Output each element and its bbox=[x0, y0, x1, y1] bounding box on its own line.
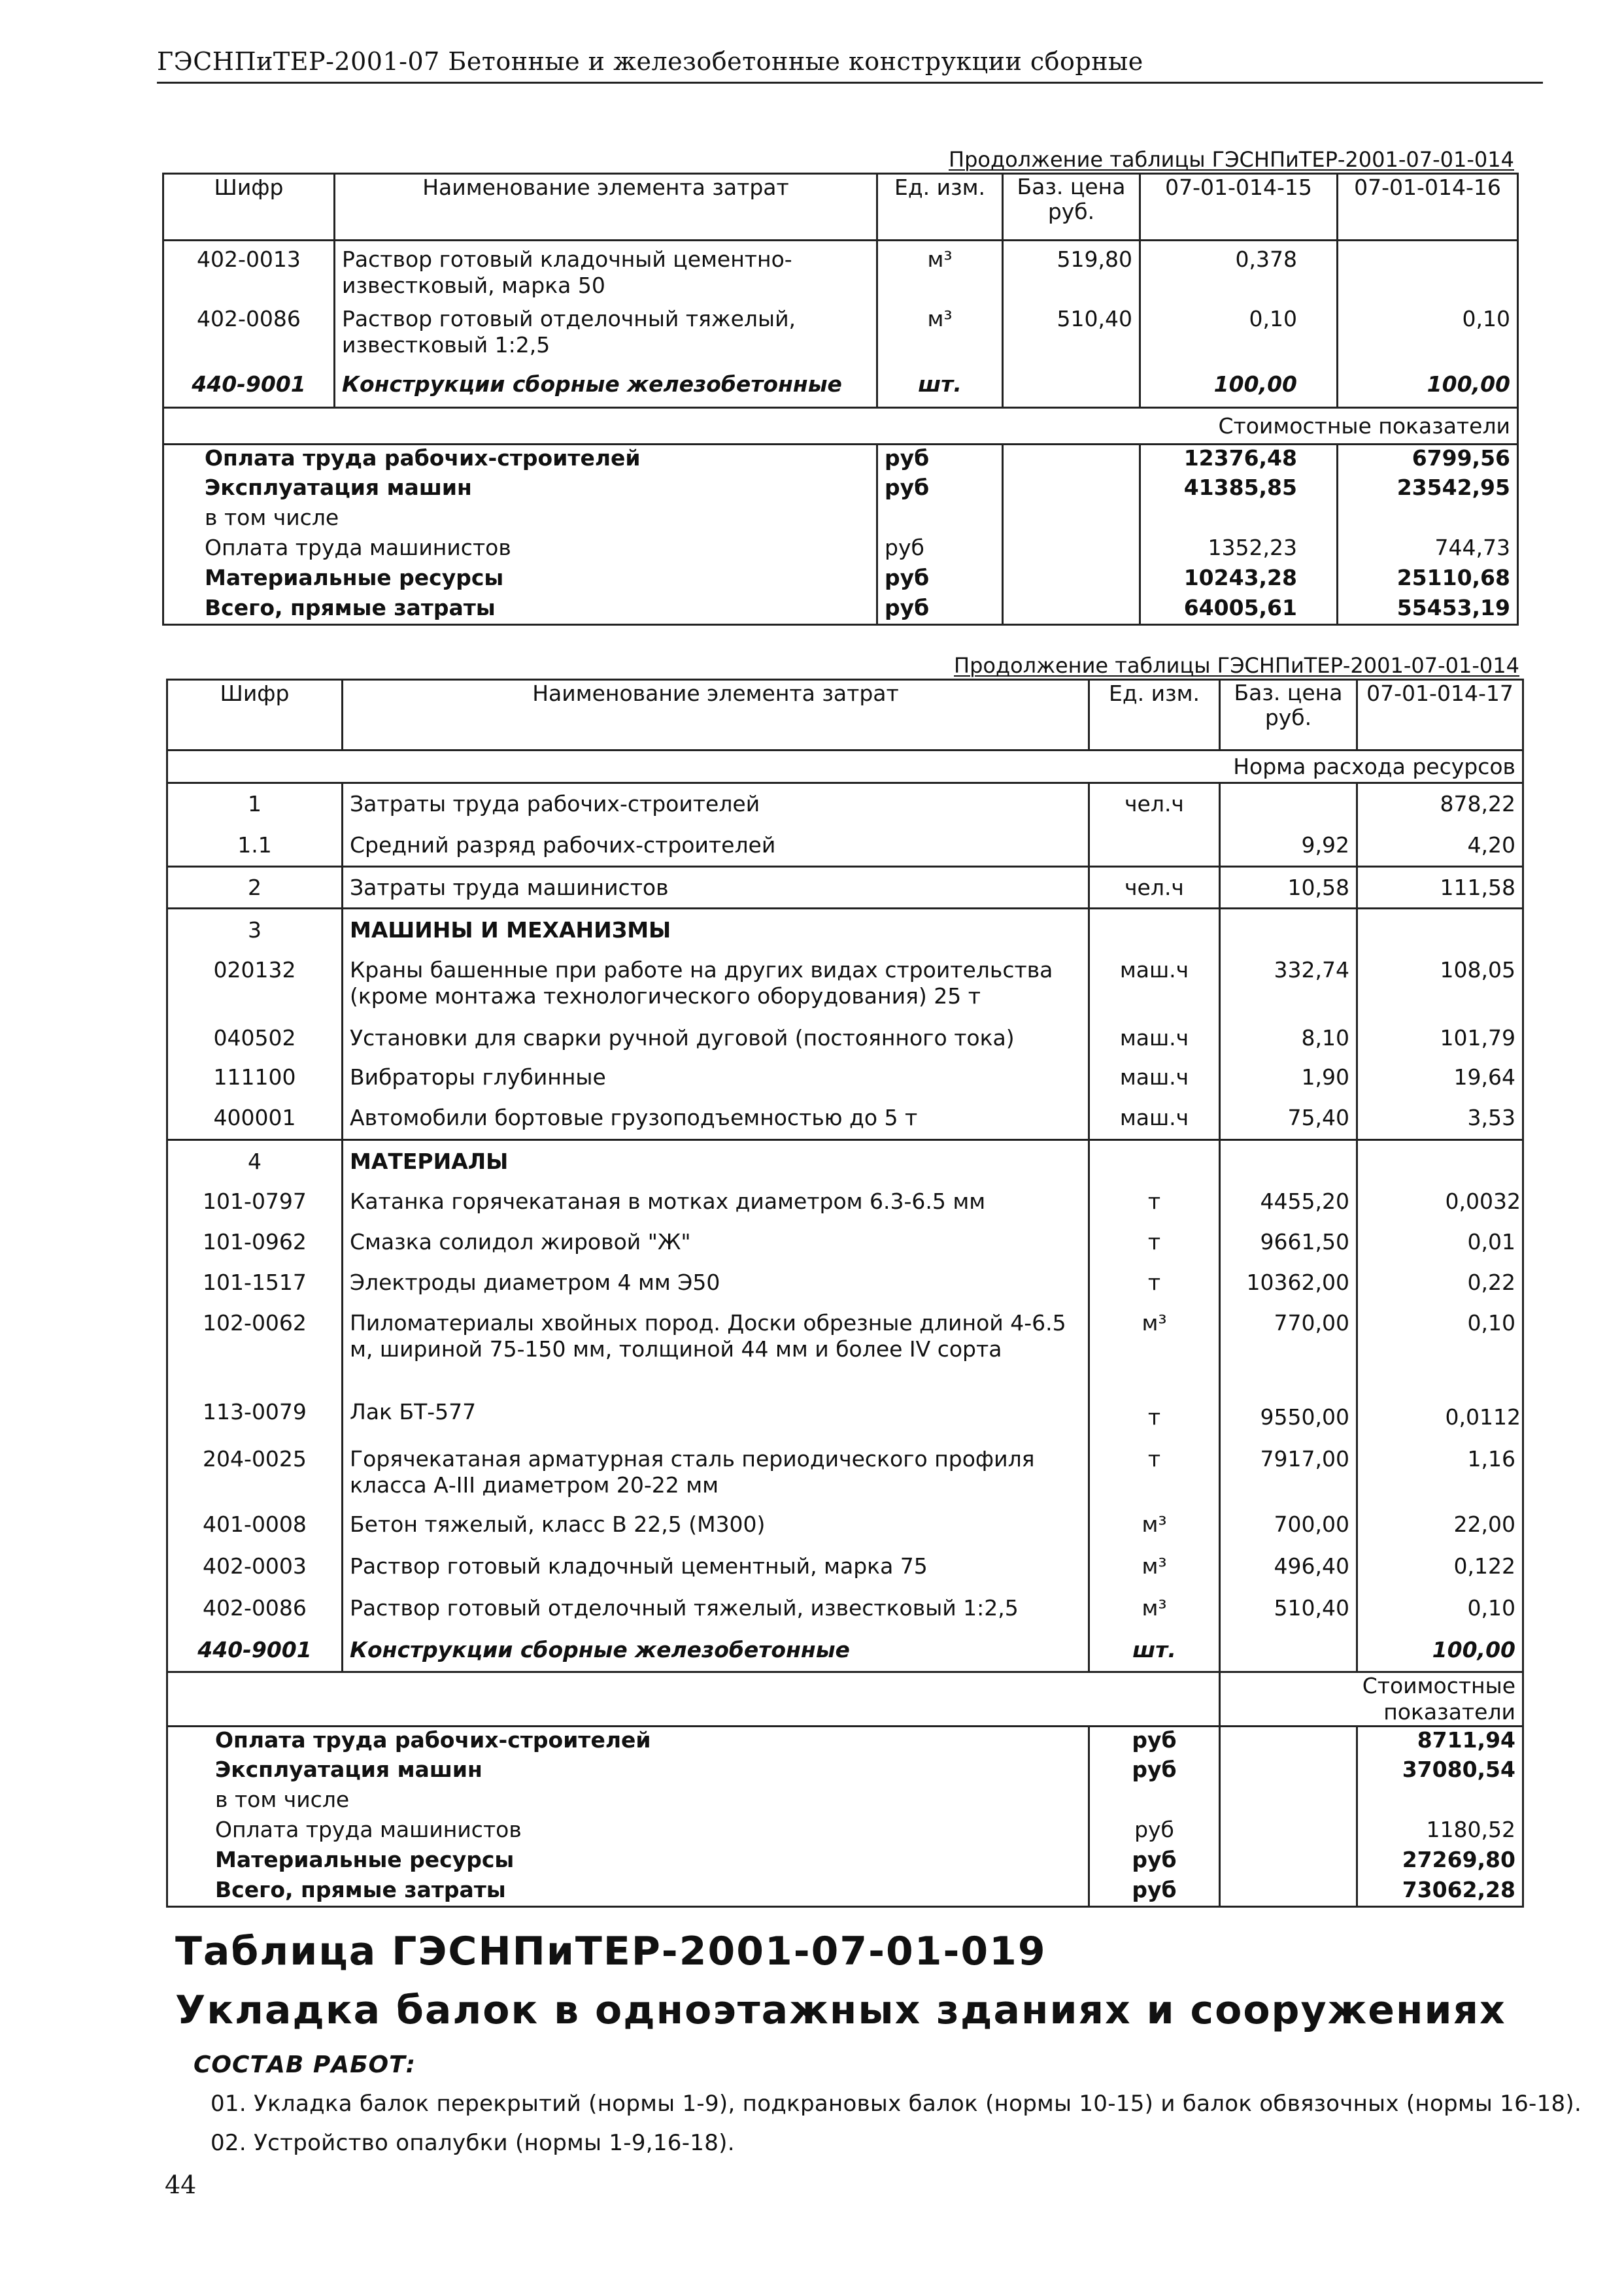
cost-row: Эксплуатация машин руб 37080,54 bbox=[167, 1757, 1523, 1787]
table-row: 440-9001 Конструкции сборные железобетонные шт. 100,00 100,00 bbox=[163, 371, 1518, 408]
table-row: 402-0086 Раствор готовый отделочный тяжелый, известковый 1:2,5 м³ 510,40 0,10 bbox=[167, 1590, 1523, 1632]
table-row: 440-9001 Конструкции сборные железобетонные шт. 100,00 bbox=[167, 1632, 1523, 1672]
cost-row: Оплата труда машинистов руб 1180,52 bbox=[167, 1817, 1523, 1847]
col-header-unit: Ед. изм. bbox=[1089, 680, 1220, 751]
col-header-code: Шифр bbox=[167, 680, 343, 751]
table-row: 402-0003 Раствор готовый кладочный цементный, марка 75 м³ 496,40 0,122 bbox=[167, 1548, 1523, 1590]
table-row: 020132 Краны башенные при работе на других видах строительства (кроме монтажа технологического оборудования) 25 т маш.ч 332,74 108,05 bbox=[167, 949, 1523, 1017]
table-row: 101-0797 Катанка горячекатаная в мотках диаметром 6.3-6.5 мм т 4455,20 0,0032 bbox=[167, 1181, 1523, 1221]
table-row: 4 МАТЕРИАЛЫ bbox=[167, 1140, 1523, 1181]
table-row: 102-0062 Пиломатериалы хвойных пород. Доски обрезные длиной 4-6.5 м, шириной 75-150 мм, толщиной 44 мм и более IV сорта м³ 770,00 0,10 bbox=[167, 1302, 1523, 1396]
cost-row: Всего, прямые затраты руб 73062,28 bbox=[167, 1877, 1523, 1907]
table2 bbox=[166, 679, 1524, 1908]
col-header-norm-15: 07-01-014-15 bbox=[1140, 174, 1338, 241]
col-header-code: Шифр bbox=[163, 174, 335, 241]
col-header-unit: Ед. изм. bbox=[877, 174, 1003, 241]
col-header-price: Баз. цена руб. bbox=[1003, 174, 1140, 241]
col-header-name: Наименование элемента затрат bbox=[343, 680, 1089, 751]
cost-row: в том числе bbox=[163, 505, 1518, 535]
table-row: 402-0086 Раствор готовый отделочный тяжелый, известковый 1:2,5 м³ 510,40 0,10 0,10 bbox=[163, 306, 1518, 371]
cost-row: в том числе bbox=[167, 1787, 1523, 1817]
table2-header-row bbox=[167, 680, 1523, 751]
col-header-name: Наименование элемента затрат bbox=[335, 174, 877, 241]
table2-cost-section-row: Стоимостные показатели bbox=[167, 1672, 1523, 1727]
table2-caption: Продолжение таблицы ГЭСНПиТЕР-2001-07-01-014 bbox=[954, 653, 1519, 678]
table-row: 1.1 Средний разряд рабочих-строителей 9,92 4,20 bbox=[167, 825, 1523, 867]
col-header-norm-17: 07-01-014-17 bbox=[1357, 680, 1523, 751]
cost-row: Эксплуатация машин руб 41385,85 23542,95 bbox=[163, 475, 1518, 505]
table-row: 402-0013 Раствор готовый кладочный цементно-известковый, марка 50 м³ 519,80 0,378 bbox=[163, 241, 1518, 306]
section-title: Таблица ГЭСНПиТЕР-2001-07-01-019 bbox=[175, 1929, 1047, 1974]
col-header-norm-16: 07-01-014-16 bbox=[1338, 174, 1518, 241]
work-item: 01. Укладка балок перекрытий (нормы 1-9), подкрановых балок (нормы 10-15) и балок обвязочных (нормы 16-18). bbox=[211, 2091, 1582, 2117]
table-row: 101-1517 Электроды диаметром 4 мм Э50 т 10362,00 0,22 bbox=[167, 1262, 1523, 1302]
table2-norm-section-row: Норма расхода ресурсов bbox=[167, 751, 1523, 783]
works-heading: СОСТАВ РАБОТ: bbox=[194, 2051, 416, 2078]
table-row: 400001 Автомобили бортовые грузоподъемностью до 5 т маш.ч 75,40 3,53 bbox=[167, 1098, 1523, 1140]
cost-row: Всего, прямые затраты руб 64005,61 55453,19 bbox=[163, 595, 1518, 625]
table-row: 040502 Установки для сварки ручной дуговой (постоянного тока) маш.ч 8,10 101,79 bbox=[167, 1017, 1523, 1058]
page-number: 44 bbox=[165, 2170, 197, 2199]
table-row: 2 Затраты труда машинистов чел.ч 10,58 111,58 bbox=[167, 867, 1523, 909]
section-subtitle: Укладка балок в одноэтажных зданиях и сооружениях bbox=[175, 1987, 1506, 2033]
cost-row: Материальные ресурсы руб 10243,28 25110,68 bbox=[163, 565, 1518, 595]
table1-caption: Продолжение таблицы ГЭСНПиТЕР-2001-07-01-014 bbox=[949, 147, 1514, 172]
table-row: 204-0025 Горячекатаная арматурная сталь периодического профиля класса А-III диаметром 20-22 мм т 7917,00 1,16 bbox=[167, 1438, 1523, 1506]
table1 bbox=[162, 173, 1519, 626]
col-header-price: Баз. цена руб. bbox=[1220, 680, 1357, 751]
table-row: 111100 Вибраторы глубинные маш.ч 1,90 19,64 bbox=[167, 1058, 1523, 1098]
table-row: 3 МАШИНЫ И МЕХАНИЗМЫ bbox=[167, 909, 1523, 949]
table1-header-row bbox=[163, 174, 1518, 241]
table-row: 1 Затраты труда рабочих-строителей чел.ч 878,22 bbox=[167, 783, 1523, 825]
table-row: 401-0008 Бетон тяжелый, класс В 22,5 (М300) м³ 700,00 22,00 bbox=[167, 1506, 1523, 1548]
table-row: 101-0962 Смазка солидол жировой "Ж" т 9661,50 0,01 bbox=[167, 1221, 1523, 1262]
table1-cost-section-row: Стоимостные показатели bbox=[163, 408, 1518, 445]
cost-row: Оплата труда рабочих-строителей руб 12376,48 6799,56 bbox=[163, 445, 1518, 475]
table-row: 113-0079 Лак БТ-577 т 9550,00 0,0112 bbox=[167, 1396, 1523, 1438]
cost-row: Оплата труда рабочих-строителей руб 8711,94 bbox=[167, 1727, 1523, 1757]
cost-row: Оплата труда машинистов руб 1352,23 744,73 bbox=[163, 535, 1518, 565]
cost-row: Материальные ресурсы руб 27269,80 bbox=[167, 1847, 1523, 1877]
running-header: ГЭСНПиТЕР-2001-07 Бетонные и железобетонные конструкции сборные bbox=[157, 47, 1543, 84]
work-item: 02. Устройство опалубки (нормы 1-9,16-18). bbox=[211, 2130, 735, 2156]
